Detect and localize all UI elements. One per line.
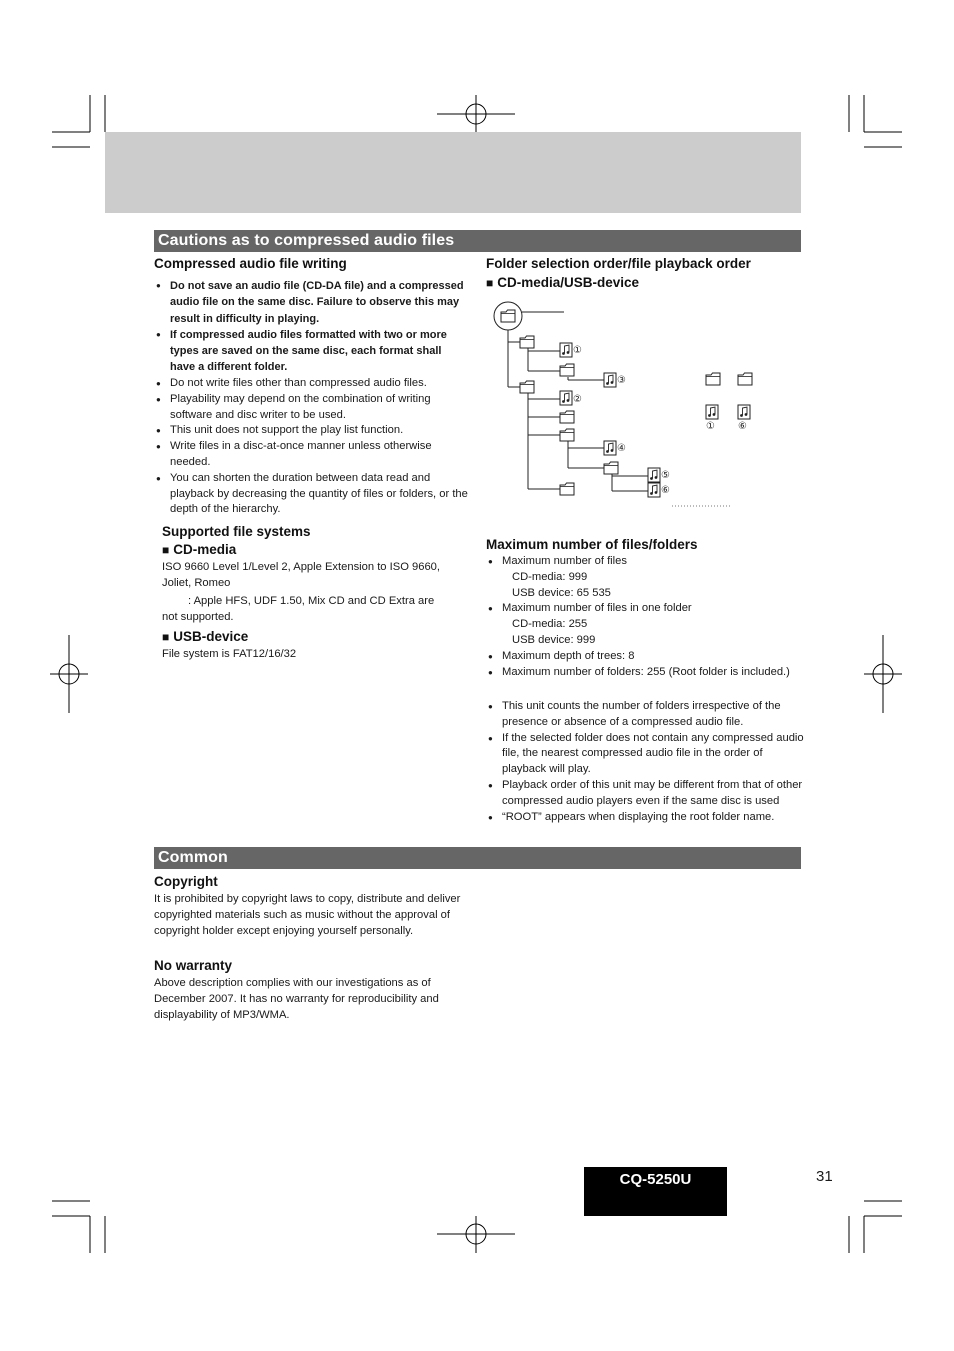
page-number: 31 — [816, 1168, 833, 1185]
list-item: ● Do not save an audio file (CD-DA file) and a compressed audio file on the same disc. Failure to observe this may result in difficulty in playing. — [156, 278, 468, 327]
max-notes-list — [488, 699, 804, 825]
warranty-text: Above description complies with our investigations as of December 2007. It has no warranty for reproducibility and displayability of MP3/WMA. — [154, 977, 439, 1021]
list-item: ● Playability may depend on the combination of writing software and disc writer to be used. — [156, 392, 468, 424]
file-label-6: ⑥ — [661, 485, 670, 496]
cd-media-heading: ■ CD-media — [162, 542, 236, 558]
list-item: ● Maximum number of files CD-media: 999 USB device: 65 535 — [488, 554, 808, 601]
list-item: ● If the selected folder does not contain any compressed audio file, the nearest compressed audio file in the order of playback will play. — [488, 731, 804, 778]
legend-label-last: ⑥ — [738, 421, 747, 432]
filesystems-heading: Supported file systems — [162, 524, 311, 539]
writing-list — [156, 376, 468, 518]
model-badge: CQ-5250U — [584, 1167, 727, 1216]
list-item: ● Playback order of this unit may be different from that of other compressed audio players even if the same disc is used — [488, 778, 804, 810]
cd-media-note: : Apple HFS, UDF 1.50, Mix CD and CD Extra are not supported. — [162, 595, 435, 623]
file-label-4: ④ — [617, 443, 626, 454]
usb-device-text: File system is FAT12/16/32 — [162, 648, 297, 660]
legend-label-first: ① — [706, 421, 715, 432]
list-item: ● You can shorten the duration between data read and playback by decreasing the quantity of files or folders, or the depth of the hierarchy. — [156, 471, 468, 518]
folder-order-heading: Folder selection order/file playback order — [486, 256, 751, 271]
file-label-3: ③ — [617, 375, 626, 386]
writing-heading: Compressed audio file writing — [154, 256, 347, 271]
header-band — [105, 132, 801, 213]
section-title-common: Common — [154, 847, 801, 869]
max-list — [488, 554, 808, 680]
list-item: ● If compressed audio files formatted with two or more types are saved on the same disc, each format shall have a different folder. — [156, 327, 468, 376]
cd-media-text: ISO 9660 Level 1/Level 2, Apple Extension to ISO 9660, Joliet, Romeo — [162, 561, 441, 589]
list-item: ● Write files in a disc-at-once manner unless otherwise needed. — [156, 439, 468, 471]
sub-item: CD-media: 999 — [512, 570, 588, 583]
file-label-1: ① — [573, 345, 582, 356]
list-item: ● Maximum number of folders: 255 (Root folder is included.) — [488, 665, 808, 681]
sub-item: USB device: 65 535 — [512, 586, 611, 599]
warranty-heading: No warranty — [154, 958, 233, 973]
file-label-2: ② — [573, 394, 582, 405]
folder-tree-diagram — [486, 296, 786, 512]
list-item: ● Maximum number of files in one folder CD-media: 255 USB device: 999 — [488, 601, 808, 648]
writing-bold-list — [156, 278, 468, 376]
max-heading: Maximum number of files/folders — [486, 537, 698, 552]
folder-order-subheading: ■ CD-media/USB-device — [486, 275, 639, 291]
file-label-5: ⑤ — [661, 470, 670, 481]
list-item: ● Do not write files other than compressed audio files. — [156, 376, 468, 392]
section-title-cautions: Cautions as to compressed audio files — [154, 230, 801, 252]
list-item: ● “ROOT” appears when displaying the root folder name. — [488, 810, 804, 826]
list-item: ● Maximum depth of trees: 8 — [488, 649, 808, 665]
copyright-text: It is prohibited by copyright laws to copy, distribute and deliver copyrighted materials such as music without the approval of copyright holder except enjoying yourself personally. — [154, 893, 461, 937]
sub-item: USB device: 999 — [512, 633, 596, 646]
list-item: ● This unit counts the number of folders irrespective of the presence or absence of a compressed audio file. — [488, 699, 804, 731]
sub-item: CD-media: 255 — [512, 618, 588, 631]
copyright-heading: Copyright — [154, 874, 218, 889]
usb-device-heading: ■ USB-device — [162, 629, 248, 645]
list-item: ● This unit does not support the play list function. — [156, 423, 468, 439]
